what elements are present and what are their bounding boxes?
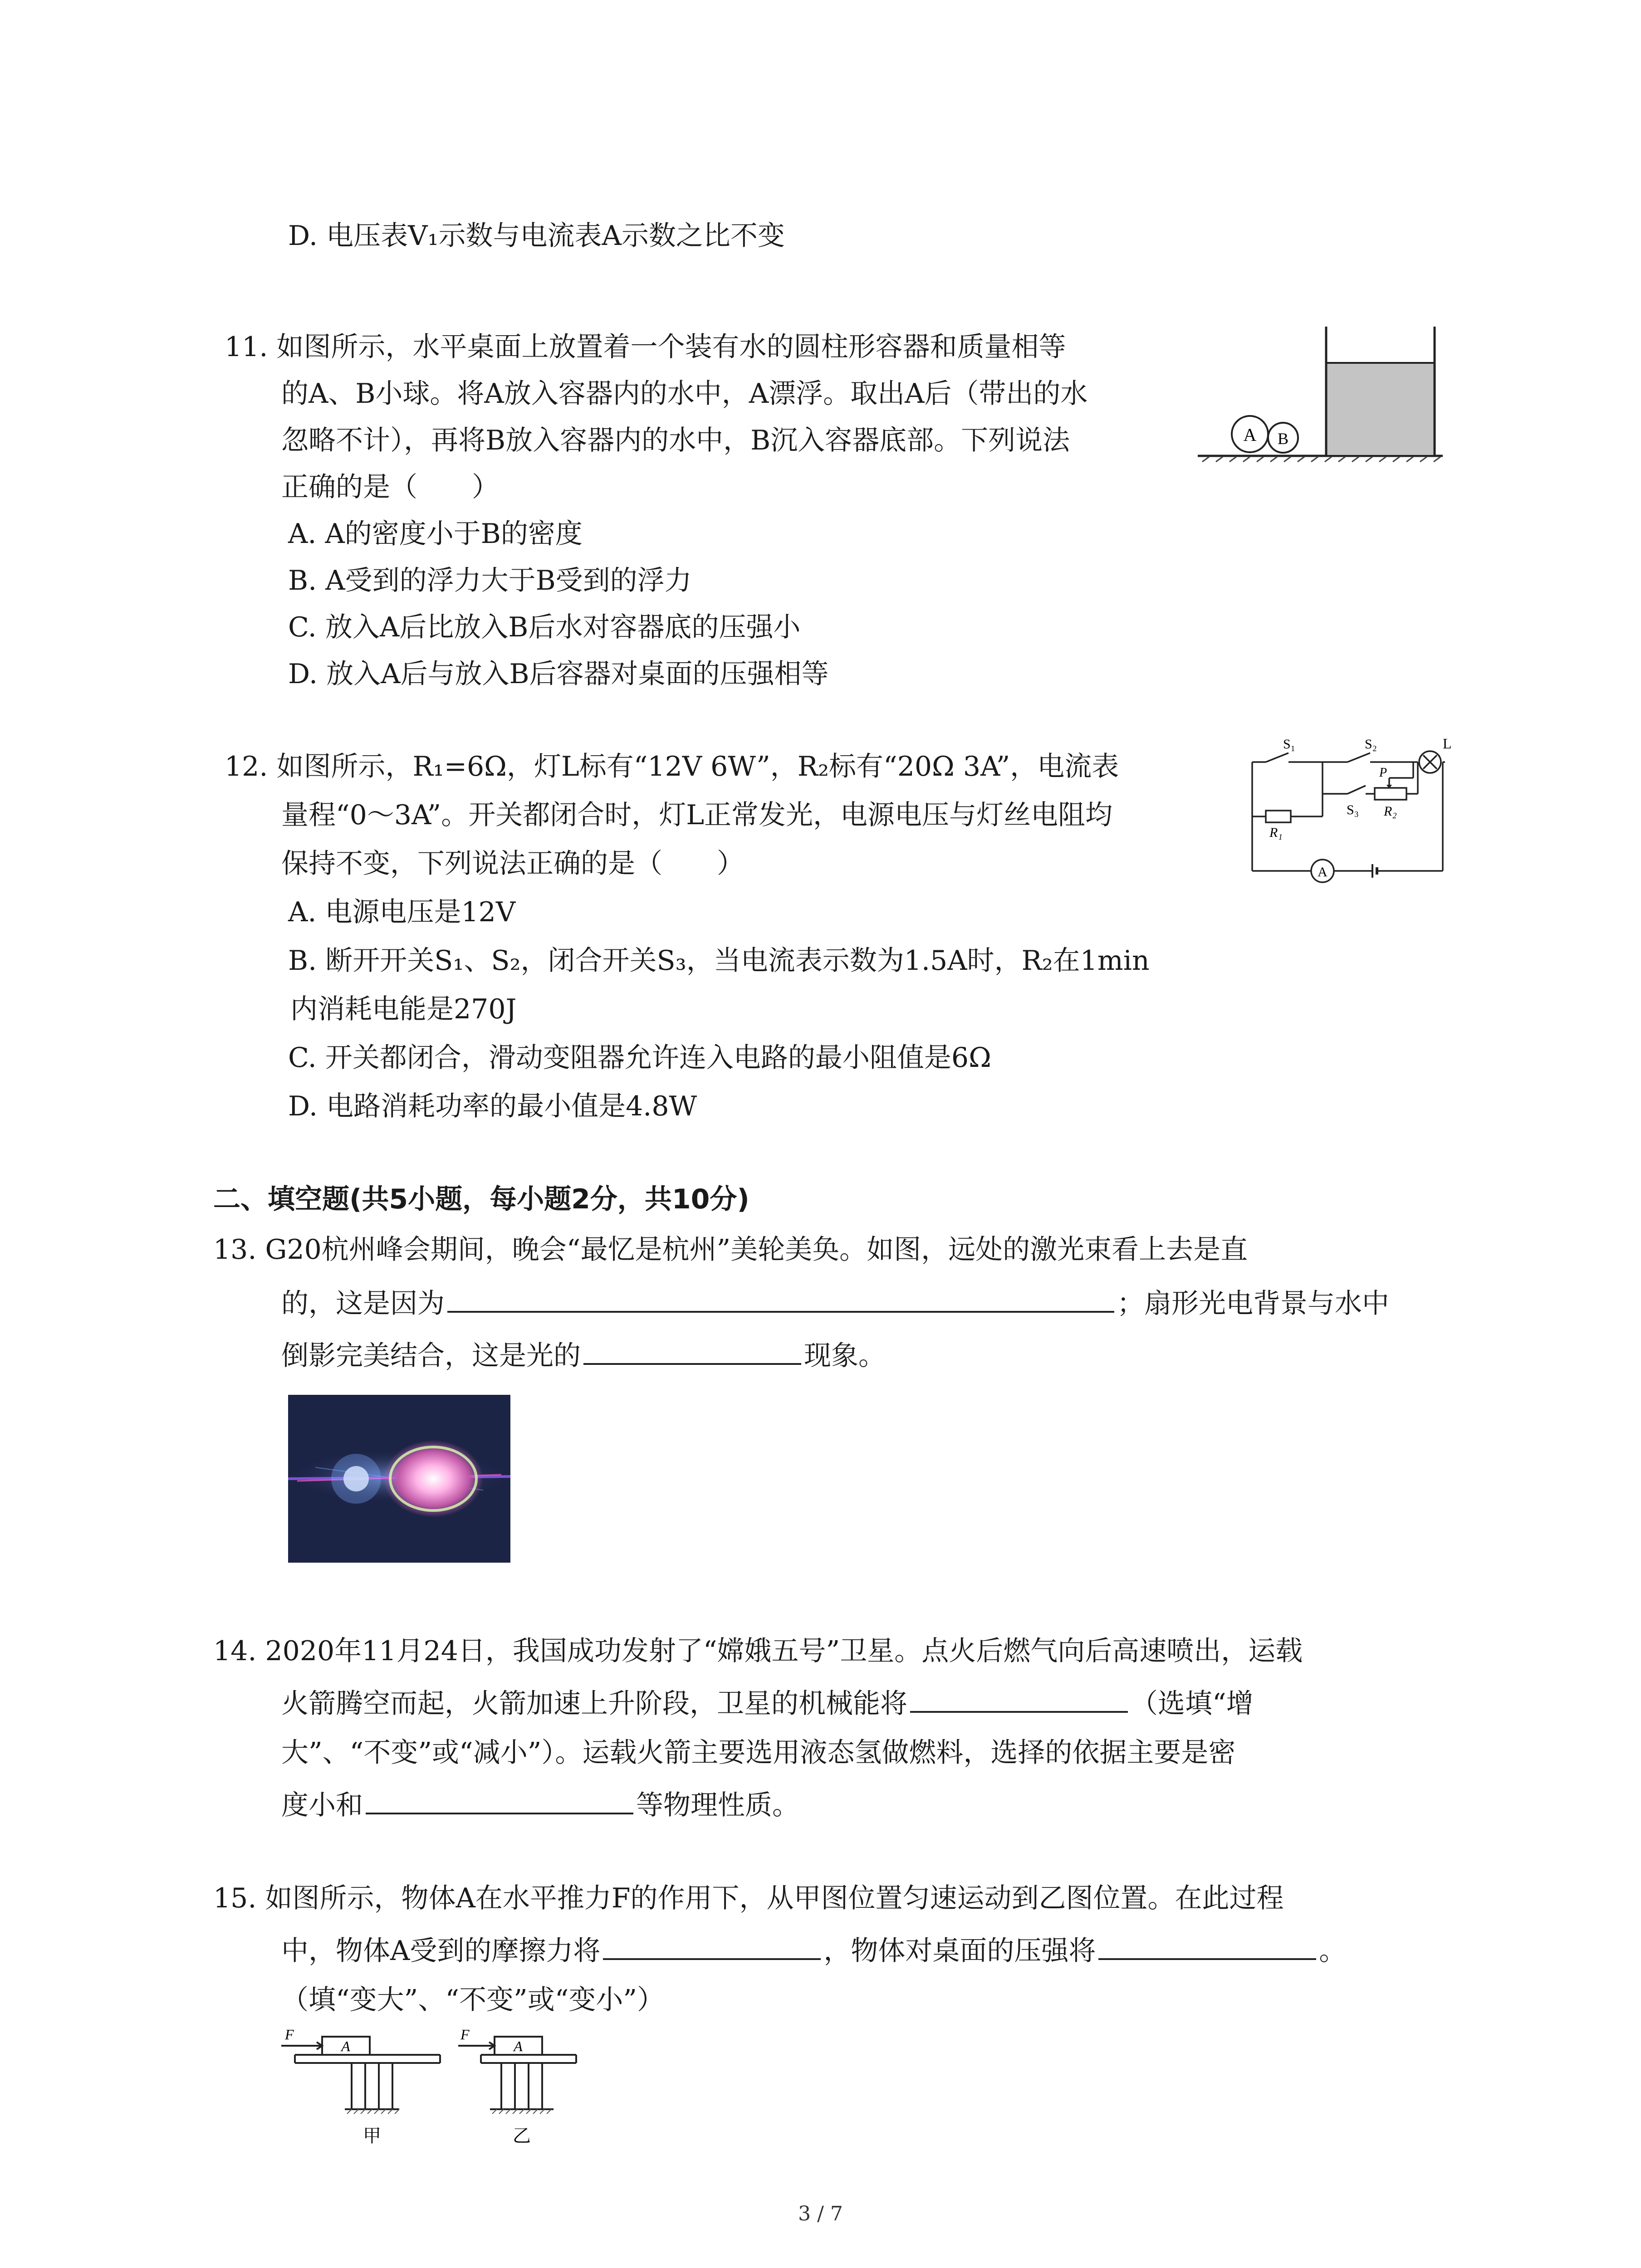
q12-line-2: 量程“0～3A”。开关都闭合时，灯L正常发光，电源电压与灯丝电阻均 — [281, 799, 1113, 831]
q12-circuit-figure — [1243, 735, 1456, 885]
q13-line-2 — [281, 1284, 1389, 1322]
q13-line-3-end: 现象。 — [804, 1340, 886, 1372]
q14-line-2-end: （选填“增 — [1131, 1688, 1254, 1720]
prev-option-d: D. 电压表V₁示数与电流表A示数之比不变 — [288, 220, 785, 252]
q12-option-b-line-2: 内消耗电能是270J — [290, 993, 517, 1025]
q11-line-2: 的A、B小球。将A放入容器内的水中，A漂浮。取出A后（带出的水 — [281, 378, 1088, 410]
q12-line-3: 保持不变，下列说法正确的是（ ） — [281, 848, 744, 880]
q15-line-1: 15. 如图所示，物体A在水平推力F的作用下，从甲图位置匀速运动到乙图位置。在此过程 — [213, 1882, 1284, 1914]
q14-line-4 — [281, 1785, 799, 1823]
q11-line-4: 正确的是（ ） — [281, 471, 499, 503]
q15-line-2 — [281, 1931, 1346, 1969]
label-lamp: L — [1443, 735, 1452, 752]
q12-option-a: A. 电源电压是12V — [288, 896, 516, 928]
label-s1: S₁ — [1283, 737, 1296, 752]
label-ammeter: A — [1318, 865, 1327, 880]
q15-line-3: （填“变大”、“不变”或“变小”） — [281, 1984, 665, 2016]
q13-answer-blank-2[interactable] — [583, 1336, 801, 1365]
q12-option-d: D. 电路消耗功率的最小值是4.8W — [288, 1090, 697, 1122]
label-r1: R₁ — [1269, 825, 1283, 840]
laser-show-photo — [288, 1395, 510, 1563]
q13-line-2-start: 的，这是因为 — [281, 1288, 445, 1320]
q11-container-figure — [1198, 327, 1452, 463]
label-r2: R₂ — [1384, 804, 1397, 819]
block-label-1: A — [341, 2038, 350, 2054]
q13-answer-blank-1[interactable] — [447, 1284, 1114, 1313]
q13-line-2-end: ；扇形光电背景与水中 — [1117, 1288, 1389, 1320]
q11-option-b: B. A受到的浮力大于B受到的浮力 — [288, 565, 692, 596]
ball-b-label: B — [1277, 430, 1289, 448]
q12-line-1: 12. 如图所示，R₁=6Ω，灯L标有“12V 6W”，R₂标有“20Ω 3A”，电流表 — [225, 751, 1119, 782]
q15-answer-blank-1[interactable] — [603, 1931, 821, 1960]
q14-answer-blank-2[interactable] — [366, 1785, 633, 1814]
caption-jia: 甲 — [363, 2126, 381, 2146]
q15-answer-blank-2[interactable] — [1098, 1931, 1316, 1960]
q13-line-3-start: 倒影完美结合，这是光的 — [281, 1340, 581, 1372]
caption-yi: 乙 — [513, 2126, 531, 2146]
q15-line-2-end: 。 — [1319, 1935, 1347, 1967]
label-s2: S₂ — [1365, 737, 1377, 752]
q11-line-1: 11. 如图所示，水平桌面上放置着一个装有水的圆柱形容器和质量相等 — [225, 331, 1066, 363]
label-p: P — [1379, 766, 1387, 780]
q15-line-2-mid: ，物体对桌面的压强将 — [823, 1935, 1096, 1967]
q11-option-c: C. 放入A后比放入B后水对容器底的压强小 — [288, 611, 801, 643]
q11-option-a: A. A的密度小于B的密度 — [288, 518, 583, 550]
q13-line-1: 13. G20杭州峰会期间，晚会“最忆是杭州”美轮美奂。如图，远处的激光束看上去是直 — [213, 1234, 1248, 1266]
q14-line-2 — [281, 1684, 1254, 1722]
q14-line-4-end: 等物理性质。 — [636, 1789, 799, 1821]
force-label-1: F — [285, 2026, 294, 2043]
q14-line-4-start: 度小和 — [281, 1789, 363, 1821]
block-label-2: A — [514, 2038, 523, 2054]
page-number: 3 / 7 — [798, 2202, 843, 2225]
force-label-2: F — [460, 2026, 470, 2043]
q14-answer-blank-1[interactable] — [910, 1684, 1128, 1713]
q13-line-3 — [281, 1336, 886, 1374]
ball-a-label: A — [1243, 425, 1257, 445]
q14-line-1: 14. 2020年11月24日，我国成功发射了“嫦娥五号”卫星。点火后燃气向后高速喷出，运载 — [213, 1635, 1303, 1667]
section-2-title: 二、填空题(共5小题，每小题2分，共10分) — [213, 1183, 749, 1215]
label-s3: S₃ — [1347, 802, 1359, 817]
q14-line-2-start: 火箭腾空而起，火箭加速上升阶段，卫星的机械能将 — [281, 1688, 907, 1720]
q15-table-figure — [277, 2023, 603, 2159]
q14-line-3: 大”、“不变”或“减小”）。运载火箭主要选用液态氢做燃料，选择的依据主要是密 — [281, 1737, 1236, 1769]
q12-option-c: C. 开关都闭合，滑动变阻器允许连入电路的最小阻值是6Ω — [288, 1042, 991, 1074]
q15-line-2-start: 中，物体A受到的摩擦力将 — [281, 1935, 601, 1967]
q11-line-3: 忽略不计），再将B放入容器内的水中，B沉入容器底部。下列说法 — [281, 425, 1070, 456]
q12-option-b-line-1: B. 断开开关S₁、S₂，闭合开关S₃，当电流表示数为1.5A时，R₂在1min — [288, 945, 1150, 977]
q11-option-d: D. 放入A后与放入B后容器对桌面的压强相等 — [288, 658, 829, 690]
